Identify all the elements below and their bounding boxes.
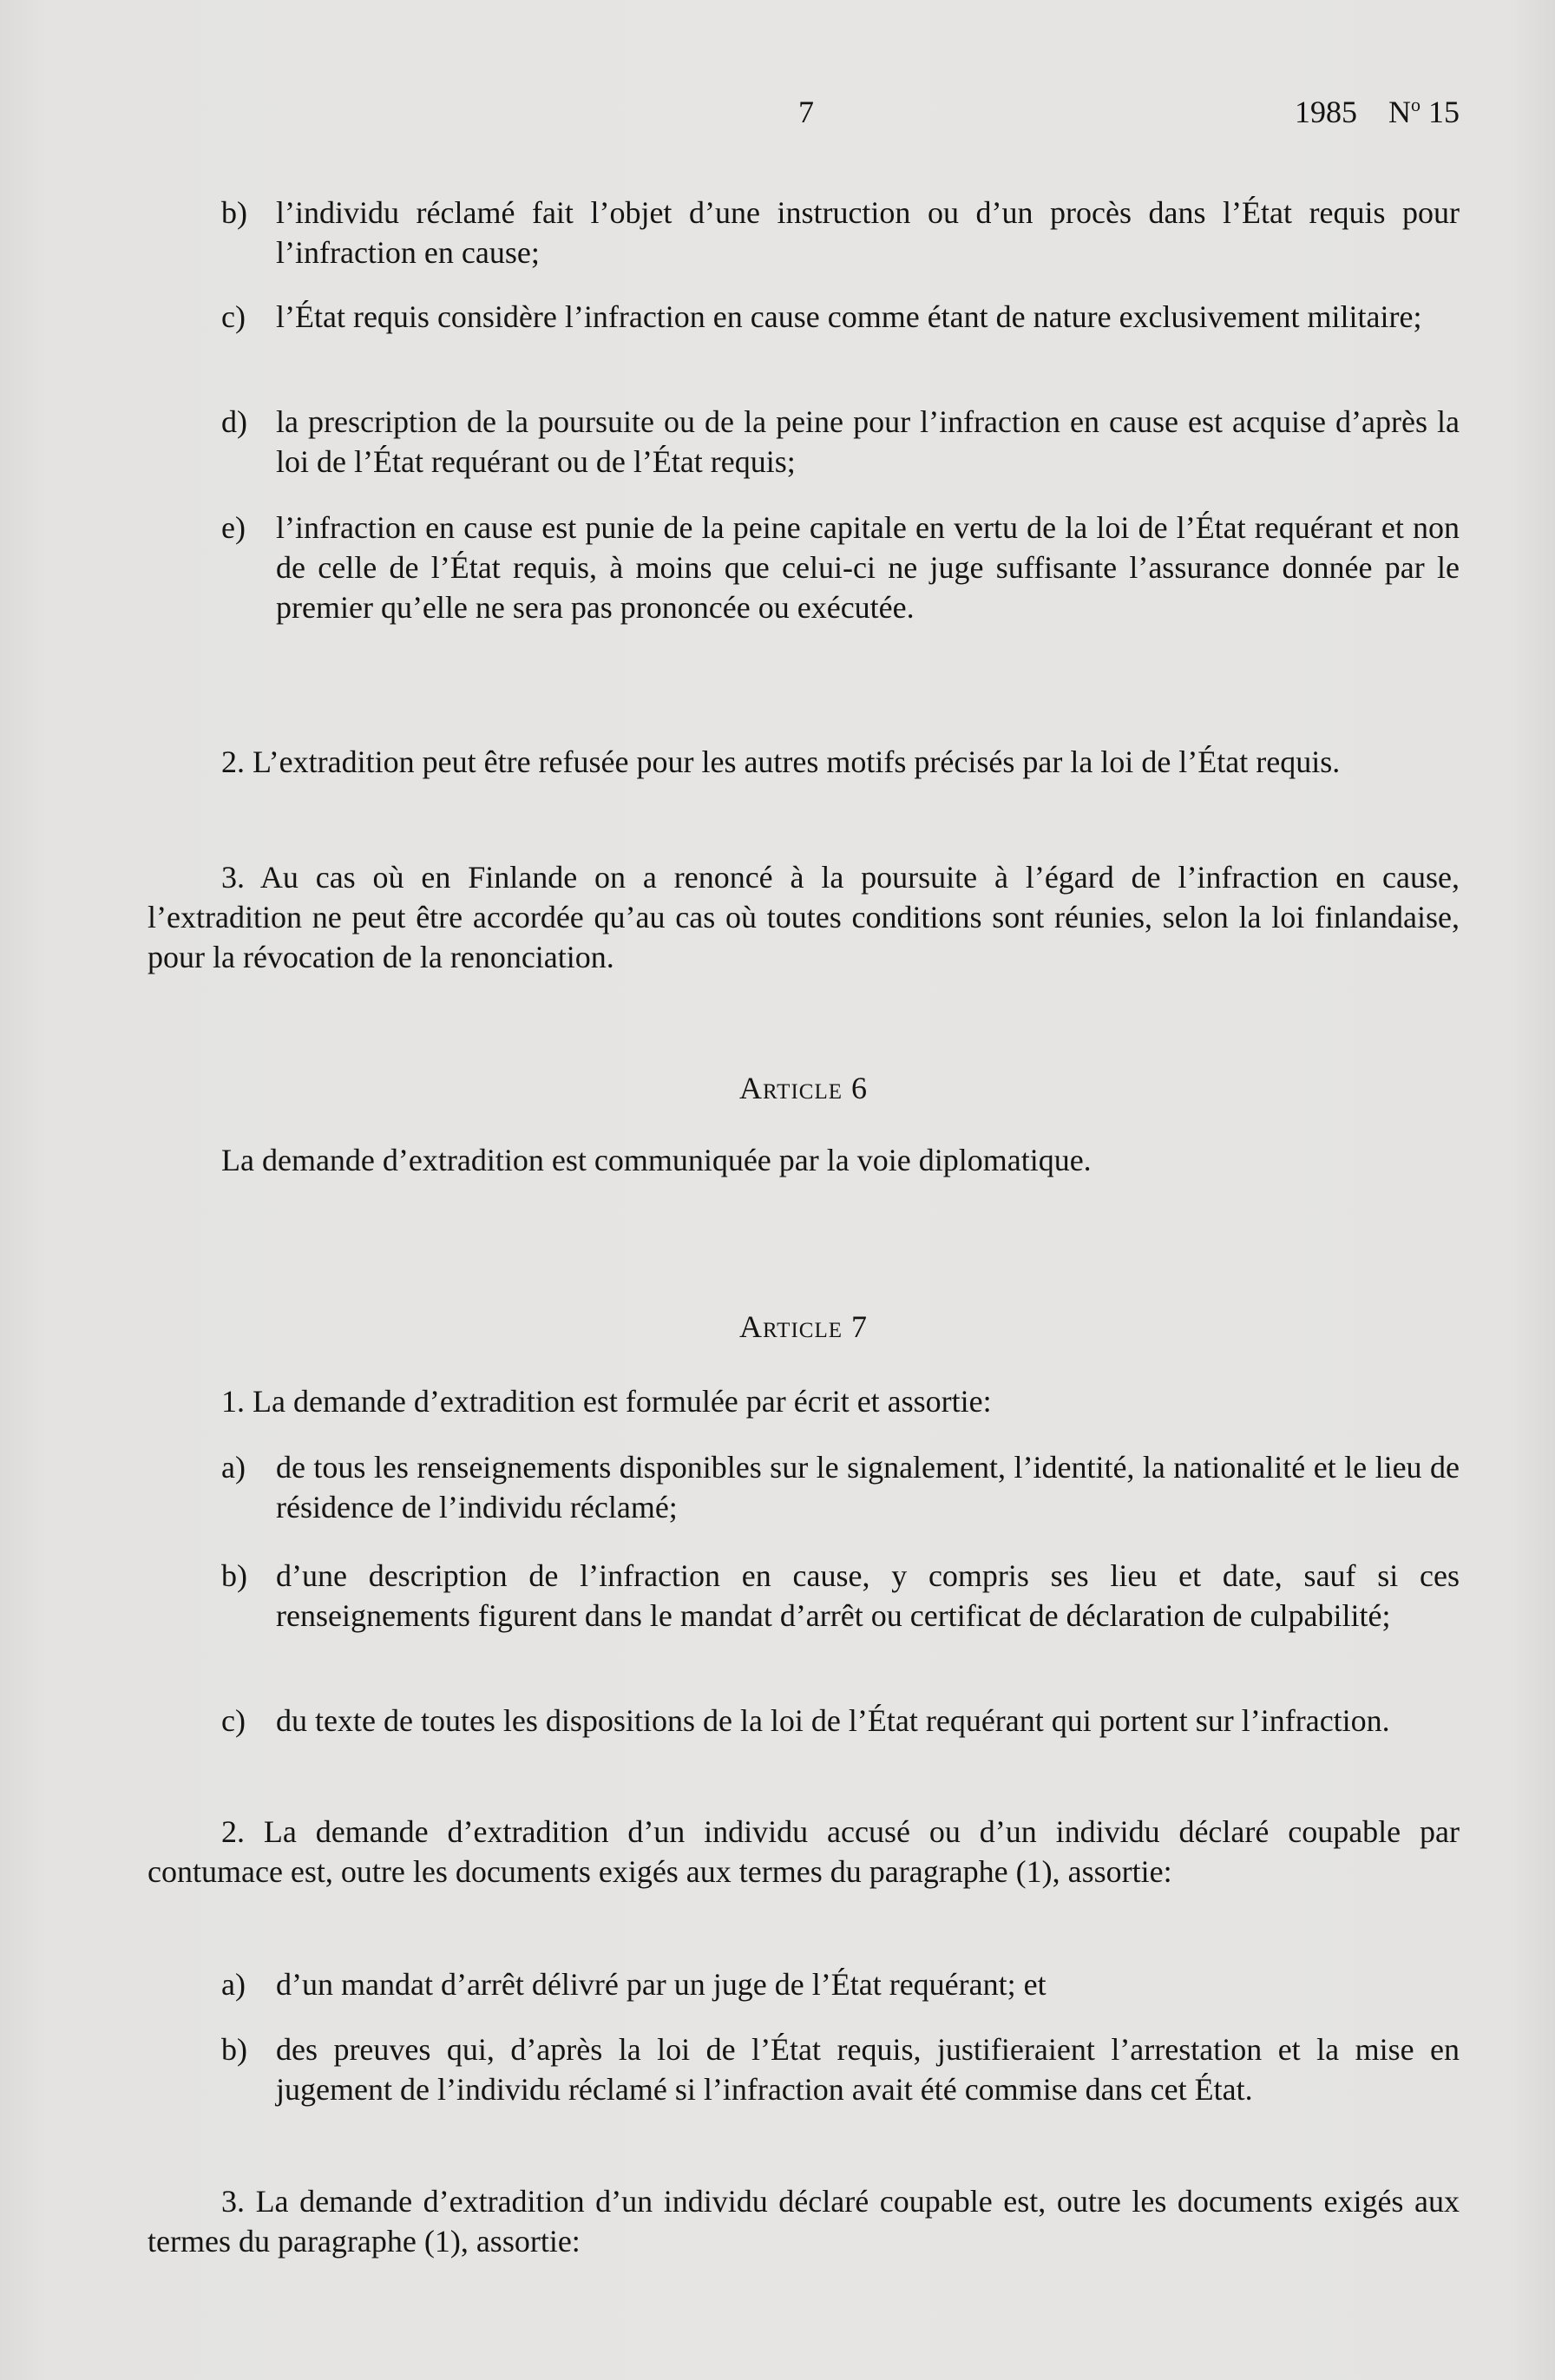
list-item-text: l’individu réclamé fait l’objet d’une instruction ou d’un procès dans l’État requis pour l’infraction en cause;: [276, 195, 1460, 270]
list-item-letter: d): [221, 404, 247, 439]
list-item: [148, 297, 1460, 337]
list-item-letter: a): [221, 1967, 246, 2002]
list-item-text: d’une description de l’infraction en cause, y compris ses lieu et date, sauf si ces renseignements figurent dans le mandat d’arrêt ou certificat de déclaration de culpabilité;: [276, 1558, 1460, 1633]
list-item: [148, 193, 1460, 272]
document-year: 1985: [1295, 95, 1357, 129]
list-item: [148, 1701, 1460, 1741]
document-reference: [1295, 94, 1460, 130]
article-7-paragraph-1: 1. La demande d’extradition est formulée par écrit et assortie:: [221, 1384, 992, 1419]
list-item-text: de tous les renseignements disponibles sur le signalement, l’identité, la nationalité et le lieu de résidence de l’individu réclamé;: [276, 1450, 1460, 1524]
list-item-text: d’un mandat d’arrêt délivré par un juge de l’État requérant; et: [276, 1967, 1047, 2002]
list-item-text: des preuves qui, d’après la loi de l’État requis, justifieraient l’arrestation et la mise en jugement de l’individu réclamé si l’infraction avait été commise dans cet État.: [276, 2032, 1460, 2107]
list-item: [148, 1556, 1460, 1636]
list-item-text: du texte de toutes les dispositions de la loi de l’État requérant qui portent sur l’infraction.: [276, 1703, 1390, 1738]
list-item: [148, 2029, 1460, 2109]
article-7-paragraph-2: 2. La demande d’extradition d’un individu accusé ou d’un individu déclaré coupable par contumace est, outre les documents exigés aux termes du paragraphe (1), assortie:: [148, 1814, 1460, 1889]
page-header: [148, 87, 1460, 139]
list-item-text: l’État requis considère l’infraction en cause comme étant de nature exclusivement militaire;: [276, 299, 1422, 334]
page-number: 7: [798, 95, 814, 129]
list-item-letter: b): [221, 1558, 247, 1593]
list-item: [148, 402, 1460, 482]
list-item-text: la prescription de la poursuite ou de la peine pour l’infraction en cause est acquise d’après la loi de l’État requérant ou de l’État requis;: [276, 404, 1460, 479]
document-number-value: 15: [1420, 95, 1460, 129]
list-item-letter: b): [221, 195, 247, 230]
article-6-heading: Article 6: [739, 1071, 868, 1105]
list-item-letter: c): [221, 299, 246, 334]
list-item: [148, 1447, 1460, 1527]
list-item-letter: b): [221, 2032, 247, 2067]
list-item-letter: c): [221, 1703, 246, 1738]
paragraph-3: 3. Au cas où en Finlande on a renoncé à la poursuite à l’égard de l’infraction en cause, l’extradition ne peut être accordée qu’au cas où toutes conditions sont réunies, selon la loi finlandaise, pour la révocation de la renonciation.: [148, 860, 1460, 974]
article-7-paragraph-3: 3. La demande d’extradition d’un individu déclaré coupable est, outre les documents exigés aux termes du paragraphe (1), assortie:: [148, 2184, 1460, 2259]
article-7-heading: Article 7: [739, 1309, 868, 1344]
paragraph-2: 2. L’extradition peut être refusée pour les autres motifs précisés par la loi de l’État requis.: [221, 744, 1341, 779]
list-item-text: l’infraction en cause est punie de la peine capitale en vertu de la loi de l’État requérant et non de celle de l’État requis, à moins que celui-ci ne juge suffisante l’assurance donnée par le premier qu’elle ne sera pas prononcée ou exécutée.: [276, 510, 1460, 625]
list-item-letter: a): [221, 1450, 246, 1485]
list-item: [148, 1964, 1460, 2004]
list-item: [148, 508, 1460, 627]
document-number-sup: o: [1411, 94, 1420, 115]
article-6-text: La demande d’extradition est communiquée par la voie diplomatique.: [221, 1143, 1092, 1177]
list-item-letter: e): [221, 510, 246, 545]
document-number-label: N: [1388, 95, 1411, 129]
